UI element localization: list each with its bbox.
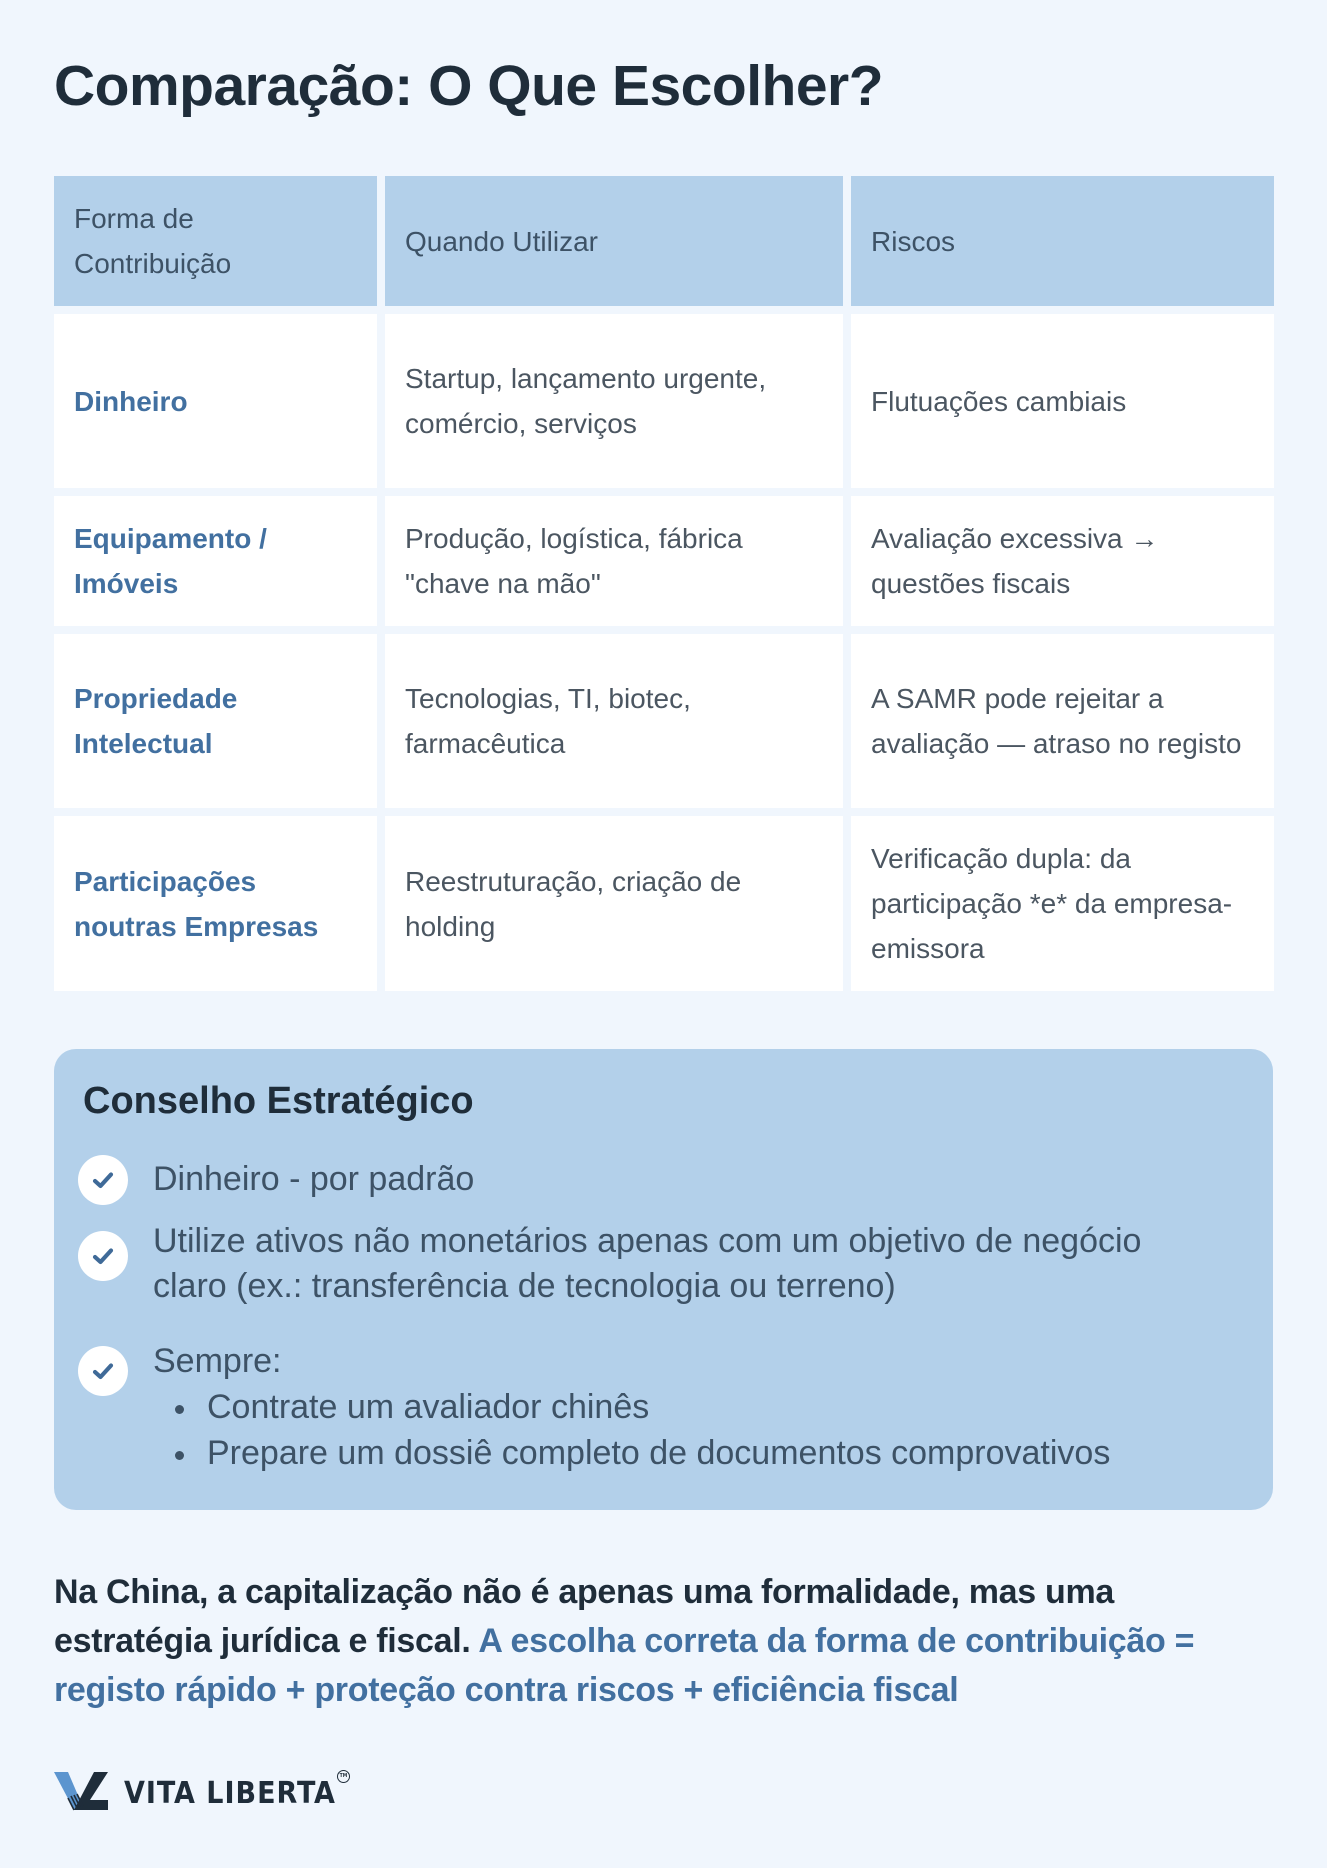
contribution-type-cell: Participações noutras Empresas (54, 816, 377, 991)
contribution-type-cell: Propriedade Intelectual (54, 634, 377, 808)
when-to-use-cell: Tecnologias, TI, biotec, farmacêutica (385, 634, 843, 808)
advice-item-text: Sempre: (153, 1342, 282, 1380)
when-to-use-cell: Startup, lançamento urgente, comércio, serviços (385, 314, 843, 488)
table-header-cell: Riscos (851, 176, 1274, 306)
advice-subitem-text: Prepare um dossiê completo de documentos comprovativos (207, 1434, 1111, 1472)
advice-item (78, 1222, 1213, 1309)
bullet-icon (175, 1405, 184, 1414)
advice-sublist (153, 1384, 1233, 1476)
risks-cell: Avaliação excessiva → questões fiscais (851, 496, 1274, 626)
advice-subitem (153, 1384, 1233, 1430)
when-to-use-cell: Reestruturação, criação de holding (385, 816, 843, 991)
advice-item-text: Utilize ativos não monetários apenas com um objetivo de negócio claro (ex.: transferência de tecnologia ou terreno) (153, 1222, 1142, 1305)
brand-logo (54, 1770, 348, 1817)
bullet-icon (175, 1451, 184, 1460)
risks-cell: Verificação dupla: da participação *e* da empresa-emissora (851, 816, 1274, 991)
check-circle-icon (78, 1231, 128, 1281)
conclusion-highlight: A escolha correta da forma de contribuição = registo rápido + proteção contra riscos + eficiência fiscal (54, 1622, 1195, 1709)
check-circle-icon (78, 1155, 128, 1205)
comparison-table (54, 176, 1273, 991)
advice-subitem-text: Contrate um avaliador chinês (207, 1388, 650, 1426)
trademark-icon: TM (337, 1770, 350, 1783)
page-title: Comparação: O Que Escolher? (54, 54, 884, 118)
check-circle-icon (78, 1346, 128, 1396)
advice-subitem (153, 1430, 1233, 1476)
brand-name (124, 1773, 348, 1814)
advice-item (78, 1155, 1233, 1205)
advice-item (78, 1342, 1233, 1476)
advice-item-block (153, 1338, 1233, 1476)
conclusion-text: Na China, a capitalização não é apenas uma formalidade, mas uma estratégia jurídica e fiscal. (54, 1573, 1115, 1660)
contribution-type-cell: Equipamento / Imóveis (54, 496, 377, 626)
conclusion-paragraph (54, 1568, 1279, 1715)
advice-title: Conselho Estratégico (83, 1080, 474, 1122)
strategic-advice-box (54, 1049, 1273, 1510)
table-header-cell: Quando Utilizar (385, 176, 843, 306)
when-to-use-cell: Produção, logística, fábrica "chave na mão" (385, 496, 843, 626)
advice-item-text: Dinheiro - por padrão (153, 1160, 475, 1198)
table-header-cell: Forma de Contribuição (54, 176, 377, 306)
brand-name-text: VITA LIBERTA (124, 1775, 336, 1811)
vita-liberta-logo-icon (54, 1770, 110, 1817)
contribution-type-cell: Dinheiro (54, 314, 377, 488)
risks-cell: A SAMR pode rejeitar a avaliação — atraso no registo (851, 634, 1274, 808)
risks-cell: Flutuações cambiais (851, 314, 1274, 488)
